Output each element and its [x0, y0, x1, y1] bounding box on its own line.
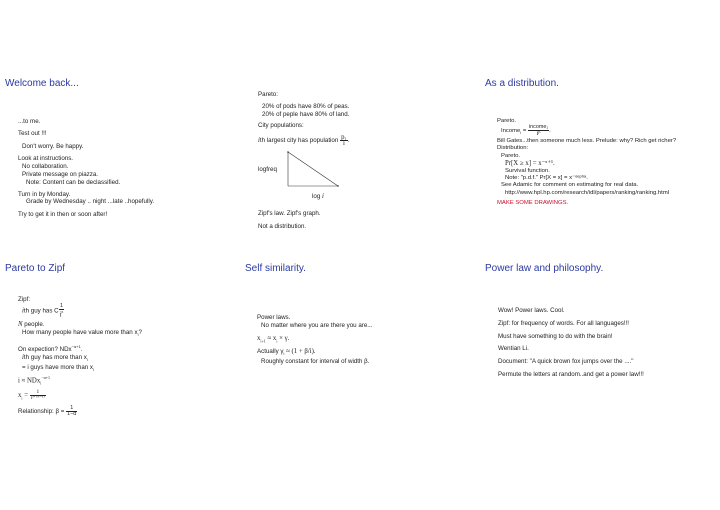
text-line: Pareto.	[497, 118, 516, 124]
pdf-note: Note: "p.d.f." Pr[X = x] = x⁻ᵅᵉᵖʰᵃ.	[505, 175, 588, 182]
slide-title: Power law and philosophy.	[485, 263, 604, 274]
slide-as-distribution	[480, 0, 720, 255]
text-line: On expection? NDx$^{-\alpha+1}$.	[18, 343, 83, 353]
text-line: Turn in by Monday.	[18, 190, 71, 198]
text-line: Pareto.	[501, 152, 520, 159]
text-line: Grade by Wednesday .. night ...late ..hopefully.	[26, 198, 155, 206]
text-line: Must have something to do with the brain!	[498, 332, 613, 340]
slide-pareto-to-zipf	[0, 255, 240, 510]
text-line: ith guy has C $\frac{1}{i^\beta}$	[22, 302, 64, 319]
text-line: Private message on piazza.	[22, 170, 99, 178]
text-line: Distribution:	[497, 145, 529, 152]
text-line: N people.	[18, 321, 45, 329]
text-line: Zipf:	[18, 296, 31, 303]
text-line: Permute the letters at random..and get a power law!!!	[498, 370, 644, 378]
text-line: = i guys have more than $x_i$	[22, 363, 94, 373]
text-line: Wentian Li.	[498, 345, 529, 353]
cdf-formula: Pr[X ≥ x] = x⁻ᵅ⁺¹.	[505, 160, 555, 168]
text-line: How many people have value more than $x_i$?	[22, 328, 142, 338]
text-line: Wow! Power laws. Cool.	[498, 307, 565, 314]
slide-title: Pareto to Zipf	[5, 263, 66, 274]
text-line: Note: Content can be declassified.	[26, 178, 121, 186]
text-line: Zipf: for frequency of words. For all languages!!!	[498, 319, 630, 327]
relationship-formula: Relationship: β = $\frac{1}{1-\alpha}$	[18, 405, 77, 418]
drawings-note: MAKE SOME DRAWINGS.	[497, 200, 569, 207]
text-line: See Adamic for comment on estimating for real data.	[501, 182, 639, 189]
text-line: ...to me.	[18, 118, 41, 125]
text-line: Pareto:	[258, 91, 278, 98]
slide-self-similarity	[240, 255, 480, 510]
gamma-formula: Actually $\gamma_i \approx (1 + \beta/i)$.	[257, 347, 316, 356]
text-line: ith largest city has population $\frac{\text{p₁}}{i}$ .	[258, 134, 350, 148]
text-line: Zipf's law. Zipf's graph.	[258, 210, 321, 217]
url-text: http://www.hpl.hp.com/research/idl/papers/ranking/ranking.html	[505, 189, 670, 196]
text-line: 20% of peple have 80% of land.	[262, 110, 350, 118]
graph-ylabel: logfreq	[258, 166, 277, 173]
recurrence-formula: $x_{i+1} \approx x_i \times \gamma$.	[257, 334, 290, 343]
slide-welcome	[0, 0, 240, 255]
text-line: 20% of pods have 80% of peas.	[262, 102, 350, 110]
slide-title: Welcome back...	[5, 78, 79, 89]
text-line: Power laws.	[257, 314, 291, 321]
text-line: No collaboration.	[22, 163, 69, 171]
slide-power-law-philosophy	[480, 255, 720, 510]
text-line: Document: "A quick brown fox jumps over the ...."	[498, 358, 634, 366]
text-line: Survival function.	[505, 167, 550, 174]
text-line: Not a distribution.	[258, 222, 307, 230]
slide-title: As a distribution.	[485, 78, 559, 89]
point-bottom	[337, 185, 339, 187]
text-line: ith guy has more than $x_i$	[22, 353, 88, 362]
text-line: Look at instructions.	[18, 155, 74, 163]
xi-formula: $x_i$ = $\frac{1}{\text{i¹ᐟ⁽ᵅ⁻¹⁾}}$	[18, 389, 45, 402]
text-line: i ≈ NDx$_i^{-\alpha+1}$	[18, 374, 50, 386]
graph-xlabel: log i	[312, 193, 324, 200]
income-formula: Income$_i$ = $\frac{\text{income₁}}{\text{iᵝ}}$ .	[501, 124, 551, 138]
zipf-line	[288, 152, 338, 186]
text-line: Bill Gates...then someone much less. Prelude: why? Rich get richer?	[497, 138, 677, 145]
slide-pareto-zipf-law	[240, 0, 480, 255]
text-line: City populations:	[258, 122, 304, 130]
text-line: Try to get it in then or soon after!	[18, 211, 108, 219]
text-line: Don't worry. Be happy.	[22, 142, 84, 150]
text-line: Roughly constant for interval of width β.	[261, 357, 370, 365]
text-line: Test out !!!	[18, 129, 47, 137]
text-line: No matter where you are there you are...	[261, 321, 373, 329]
slide-title: Self similarity.	[245, 263, 306, 274]
point-top	[287, 151, 289, 153]
